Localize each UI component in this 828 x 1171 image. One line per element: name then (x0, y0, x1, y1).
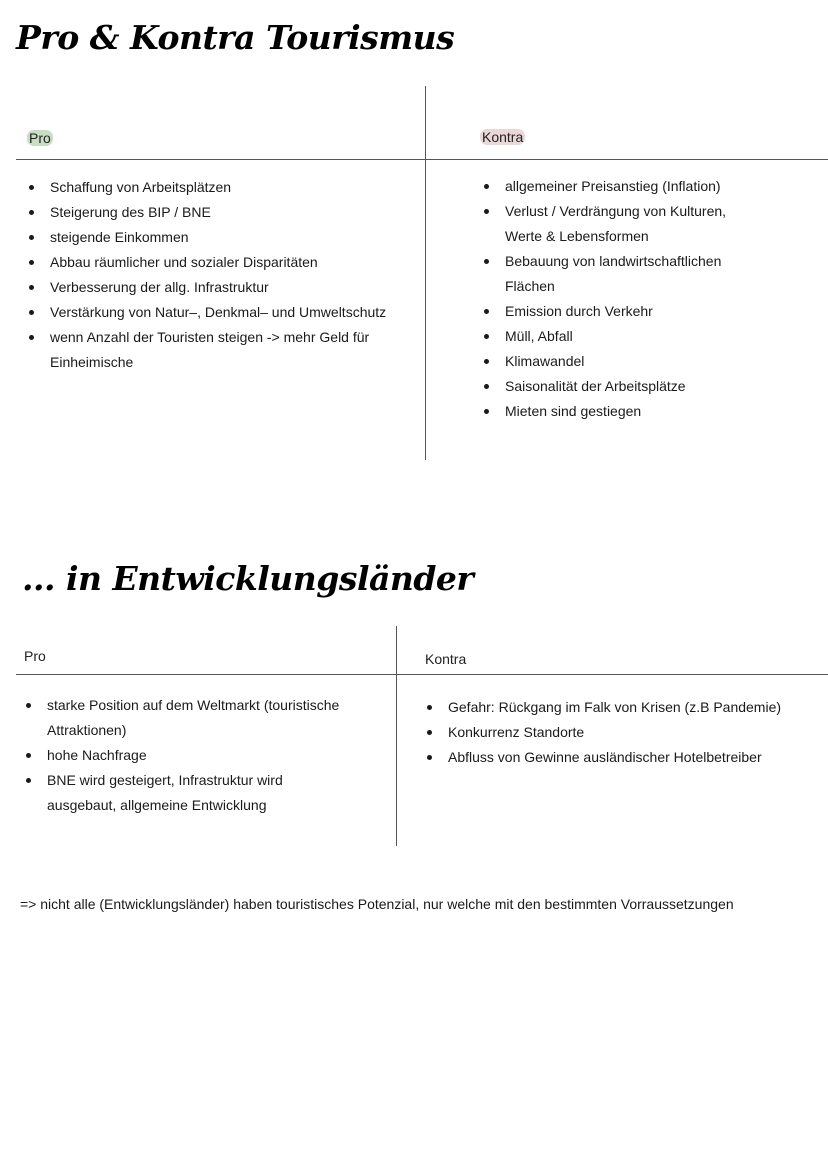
list-item: Gefahr: Rückgang im Falk von Krisen (z.B Pandemie) (426, 695, 816, 720)
list-item: Abbau räumlicher und sozialer Disparitäten (28, 250, 408, 275)
section2-pro-header: Pro (24, 648, 46, 664)
list-item: BNE wird gesteigert, Infrastruktur wird ausgebaut, allgemeine Entwicklung (25, 768, 355, 818)
list-item: Emission durch Verkehr (483, 299, 753, 324)
page-title: Pro & Kontra Tourismus (16, 18, 455, 57)
list-item: Verbesserung der allg. Infrastruktur (28, 275, 408, 300)
section2-pro-list (25, 693, 355, 818)
section1-header-divider (16, 159, 828, 160)
list-item: Verstärkung von Natur–, Denkmal– und Umweltschutz (28, 300, 408, 325)
list-item: Konkurrenz Standorte (426, 720, 816, 745)
list-item: Verlust / Verdrängung von Kulturen, Werte & Lebensformen (483, 199, 753, 249)
section1-column-divider (425, 86, 426, 460)
list-item: hohe Nachfrage (25, 743, 355, 768)
list-item: Klimawandel (483, 349, 753, 374)
list-item: Bebauung von landwirtschaftlichen Flächen (483, 249, 753, 299)
section2-header-divider (16, 674, 828, 675)
list-item: steigende Einkommen (28, 225, 408, 250)
section1-kontra-list (483, 174, 753, 424)
list-item: allgemeiner Preisanstieg (Inflation) (483, 174, 753, 199)
list-item: Steigerung des BIP / BNE (28, 200, 408, 225)
section1-pro-header: Pro (29, 130, 51, 146)
section1-pro-list (28, 175, 408, 375)
list-item: Müll, Abfall (483, 324, 753, 349)
section2-kontra-list (426, 695, 816, 770)
list-item: starke Position auf dem Weltmarkt (touristische Attraktionen) (25, 693, 355, 743)
section1-kontra-header: Kontra (482, 129, 524, 145)
list-item: Saisonalität der Arbeitsplätze (483, 374, 753, 399)
section2-kontra-header: Kontra (425, 651, 467, 667)
section-subtitle: ... in Entwicklungsländer (22, 559, 474, 598)
conclusion-text: => nicht alle (Entwicklungsländer) haben touristisches Potenzial, nur welche mit den bestimmten Vorraussetzungen (20, 896, 734, 912)
list-item: Mieten sind gestiegen (483, 399, 753, 424)
section2-column-divider (396, 626, 397, 846)
list-item: Schaffung von Arbeitsplätzen (28, 175, 408, 200)
list-item: Abfluss von Gewinne ausländischer Hotelbetreiber (426, 745, 816, 770)
list-item: wenn Anzahl der Touristen steigen -> mehr Geld für Einheimische (28, 325, 408, 375)
